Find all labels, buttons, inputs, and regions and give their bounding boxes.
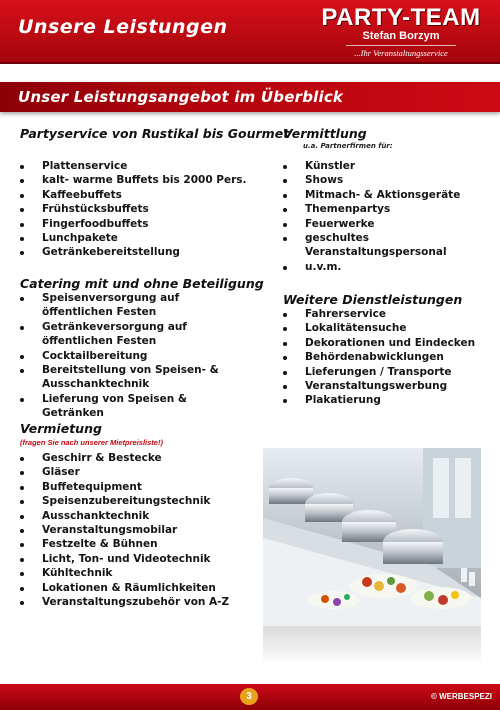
section-band (0, 82, 500, 112)
weitere-list-item (283, 307, 493, 321)
bullet-icon (283, 208, 287, 212)
bullet-icon (20, 529, 24, 533)
bullet-icon (20, 587, 24, 591)
weitere-item-text: Lieferungen / Transporte (305, 365, 452, 378)
vermittlung-item-text: Feuerwerke (305, 217, 375, 230)
catering-list-item (20, 363, 220, 392)
catering-item-text: Lieferung von Speisen & Getränken (42, 392, 188, 420)
vermietung-item-text: Veranstaltungszubehör von A-Z (42, 596, 230, 609)
bullet-icon (20, 515, 24, 519)
weitere-item-text: Dekorationen und Eindecken (305, 336, 476, 349)
partyservice-list-item (20, 245, 260, 259)
bullet-icon (20, 326, 24, 330)
bullet-icon (20, 194, 24, 198)
bullet-icon (20, 471, 24, 475)
vermittlung-list-item (283, 188, 483, 202)
catering-list-item (20, 291, 220, 320)
vermietung-item-text: Licht, Ton- und Videotechnik (42, 552, 211, 565)
catering-list (20, 291, 220, 421)
vermietung-list (20, 451, 260, 609)
bullet-icon (283, 385, 287, 389)
partyservice-item-text: Plattenservice (42, 160, 128, 172)
vermittlung-list-item (283, 217, 483, 231)
catering-item-text: Speisenversorgung auf öffentlichen Festen (42, 292, 180, 319)
bullet-icon (20, 355, 24, 359)
vermietung-list-item (20, 595, 260, 609)
vermietung-note: (fragen Sie nach unserer Mietpreisliste!) (20, 438, 163, 447)
buffet-illustration (263, 448, 481, 626)
vermittlung-item-text: Themenpartys (305, 203, 391, 216)
vermietung-item-text: Kühltechnik (42, 567, 113, 580)
vermietung-title: Vermietung (20, 421, 102, 436)
bullet-icon (283, 342, 287, 346)
catering-list-item (20, 320, 220, 349)
vermietung-list-item (20, 509, 260, 523)
bullet-icon (20, 223, 24, 227)
vermietung-list-item (20, 566, 260, 580)
partyservice-list-item (20, 159, 260, 173)
bullet-icon (283, 371, 287, 375)
weitere-item-text: Plakatierung (305, 394, 381, 407)
chafing-dish (383, 529, 443, 564)
partyservice-list (20, 159, 260, 260)
vermietung-list-item (20, 537, 260, 551)
bullet-icon (283, 356, 287, 360)
weitere-list-item (283, 336, 493, 350)
bullet-icon (20, 237, 24, 241)
vermittlung-list-item (283, 260, 483, 274)
bullet-icon (20, 208, 24, 212)
partyservice-item-text: Frühstücksbuffets (42, 203, 149, 216)
vermietung-list-item (20, 581, 260, 595)
catering-item-text: Bereitstellung von Speisen- & Ausschanktechnik (42, 364, 219, 391)
logo-owner-name: Stefan Borzym (362, 30, 440, 42)
partyservice-item-text: Fingerfoodbuffets (42, 217, 149, 230)
bullet-icon (283, 194, 287, 198)
party-team-logo (316, 6, 486, 62)
partyservice-item-text: Getränkebereitstellung (42, 246, 180, 259)
partyservice-item-text: Lunchpakete (42, 232, 118, 245)
vermietung-list-item (20, 451, 260, 465)
vermietung-list-item (20, 552, 260, 566)
page-header (0, 0, 500, 64)
vermittlung-item-text: u.v.m. (305, 260, 342, 273)
vermittlung-item-text: Shows (305, 174, 344, 187)
catering-title: Catering mit und ohne Beteiligung (20, 276, 264, 291)
vermittlung-list (283, 159, 483, 274)
vermittlung-item-text: Mitmach- & Aktionsgeräte (305, 188, 461, 201)
partyservice-title: Partyservice von Rustikal bis Gourmet (20, 126, 290, 141)
vermietung-item-text: Veranstaltungsmobilar (42, 524, 178, 537)
buffet-photo (263, 448, 481, 626)
partyservice-item-text: Kaffeebuffets (42, 188, 122, 201)
vermietung-list-item (20, 480, 260, 494)
weitere-list (283, 307, 493, 408)
bullet-icon (20, 251, 24, 255)
bullet-icon (283, 313, 287, 317)
logo-wordmark: PARTY-TEAM (321, 4, 481, 31)
bullet-icon (20, 297, 24, 301)
partyservice-list-item (20, 202, 260, 216)
vermietung-item-text: Buffetequipment (42, 480, 142, 493)
bullet-icon (283, 179, 287, 183)
weitere-list-item (283, 350, 493, 364)
bullet-icon (20, 572, 24, 576)
catering-list-item (20, 392, 220, 421)
band-title: Unser Leistungsangebot im Überblick (18, 88, 344, 106)
bullet-icon (20, 486, 24, 490)
catering-item-text: Cocktailbereitung (42, 349, 148, 362)
bullet-icon (20, 543, 24, 547)
page-number: 3 (240, 688, 258, 705)
bullet-icon (20, 601, 24, 605)
bullet-icon (283, 399, 287, 403)
weitere-list-item (283, 365, 493, 379)
photo-reflection (263, 626, 481, 666)
catering-item-text: Getränkeversorgung auf öffentlichen Festen (42, 320, 187, 348)
partyservice-item-text: kalt- warme Buffets bis 2000 Pers. (42, 174, 247, 187)
weitere-item-text: Fahrerservice (305, 308, 386, 320)
bullet-icon (283, 327, 287, 331)
vermietung-item-text: Lokationen & Räumlichkeiten (42, 581, 216, 594)
catering-list-item (20, 349, 220, 363)
page-title: Unsere Leistungen (18, 16, 228, 38)
vermietung-item-text: Ausschanktechnik (42, 509, 150, 522)
vermittlung-list-item (283, 231, 483, 260)
vermittlung-list-item (283, 159, 483, 173)
vermittlung-title: Vermittlung (283, 126, 367, 141)
vermittlung-note: u.a. Partnerfirmen für: (303, 142, 393, 150)
weitere-item-text: Veranstaltungswerbung (305, 380, 448, 393)
vermittlung-item-text: geschultes Veranstaltungspersonal (305, 232, 447, 259)
vermittlung-list-item (283, 173, 483, 187)
copyright-text: © WERBESPEZI (430, 692, 492, 701)
partyservice-list-item (20, 231, 260, 245)
vermittlung-item-text: Künstler (305, 160, 356, 172)
bullet-icon (20, 179, 24, 183)
partyservice-list-item (20, 217, 260, 231)
weitere-list-item (283, 379, 493, 393)
vermietung-list-item (20, 523, 260, 537)
vermittlung-list-item (283, 202, 483, 216)
vermietung-list-item (20, 465, 260, 479)
bullet-icon (283, 266, 287, 270)
bullet-icon (20, 457, 24, 461)
vermietung-item-text: Gläser (42, 466, 80, 479)
bullet-icon (283, 223, 287, 227)
partyservice-list-item (20, 173, 260, 187)
partyservice-list-item (20, 188, 260, 202)
weitere-item-text: Lokalitätensuche (305, 322, 407, 335)
weitere-item-text: Behördenabwicklungen (305, 351, 444, 364)
bullet-icon (20, 165, 24, 169)
logo-tagline: ...Ihr Veranstaltungsservice (346, 45, 456, 58)
weitere-list-item (283, 393, 493, 407)
weitere-title: Weitere Dienstleistungen (283, 292, 463, 307)
vermietung-list-item (20, 494, 260, 508)
bullet-icon (20, 398, 24, 402)
vermietung-item-text: Festzelte & Bühnen (42, 538, 158, 551)
bullet-icon (283, 237, 287, 241)
bullet-icon (20, 500, 24, 504)
bullet-icon (20, 558, 24, 562)
chafing-dish (269, 478, 313, 504)
vermietung-item-text: Geschirr & Bestecke (42, 452, 162, 464)
bullet-icon (283, 165, 287, 169)
bullet-icon (20, 369, 24, 373)
vermietung-item-text: Speisenzubereitungstechnik (42, 495, 211, 508)
weitere-list-item (283, 321, 493, 335)
